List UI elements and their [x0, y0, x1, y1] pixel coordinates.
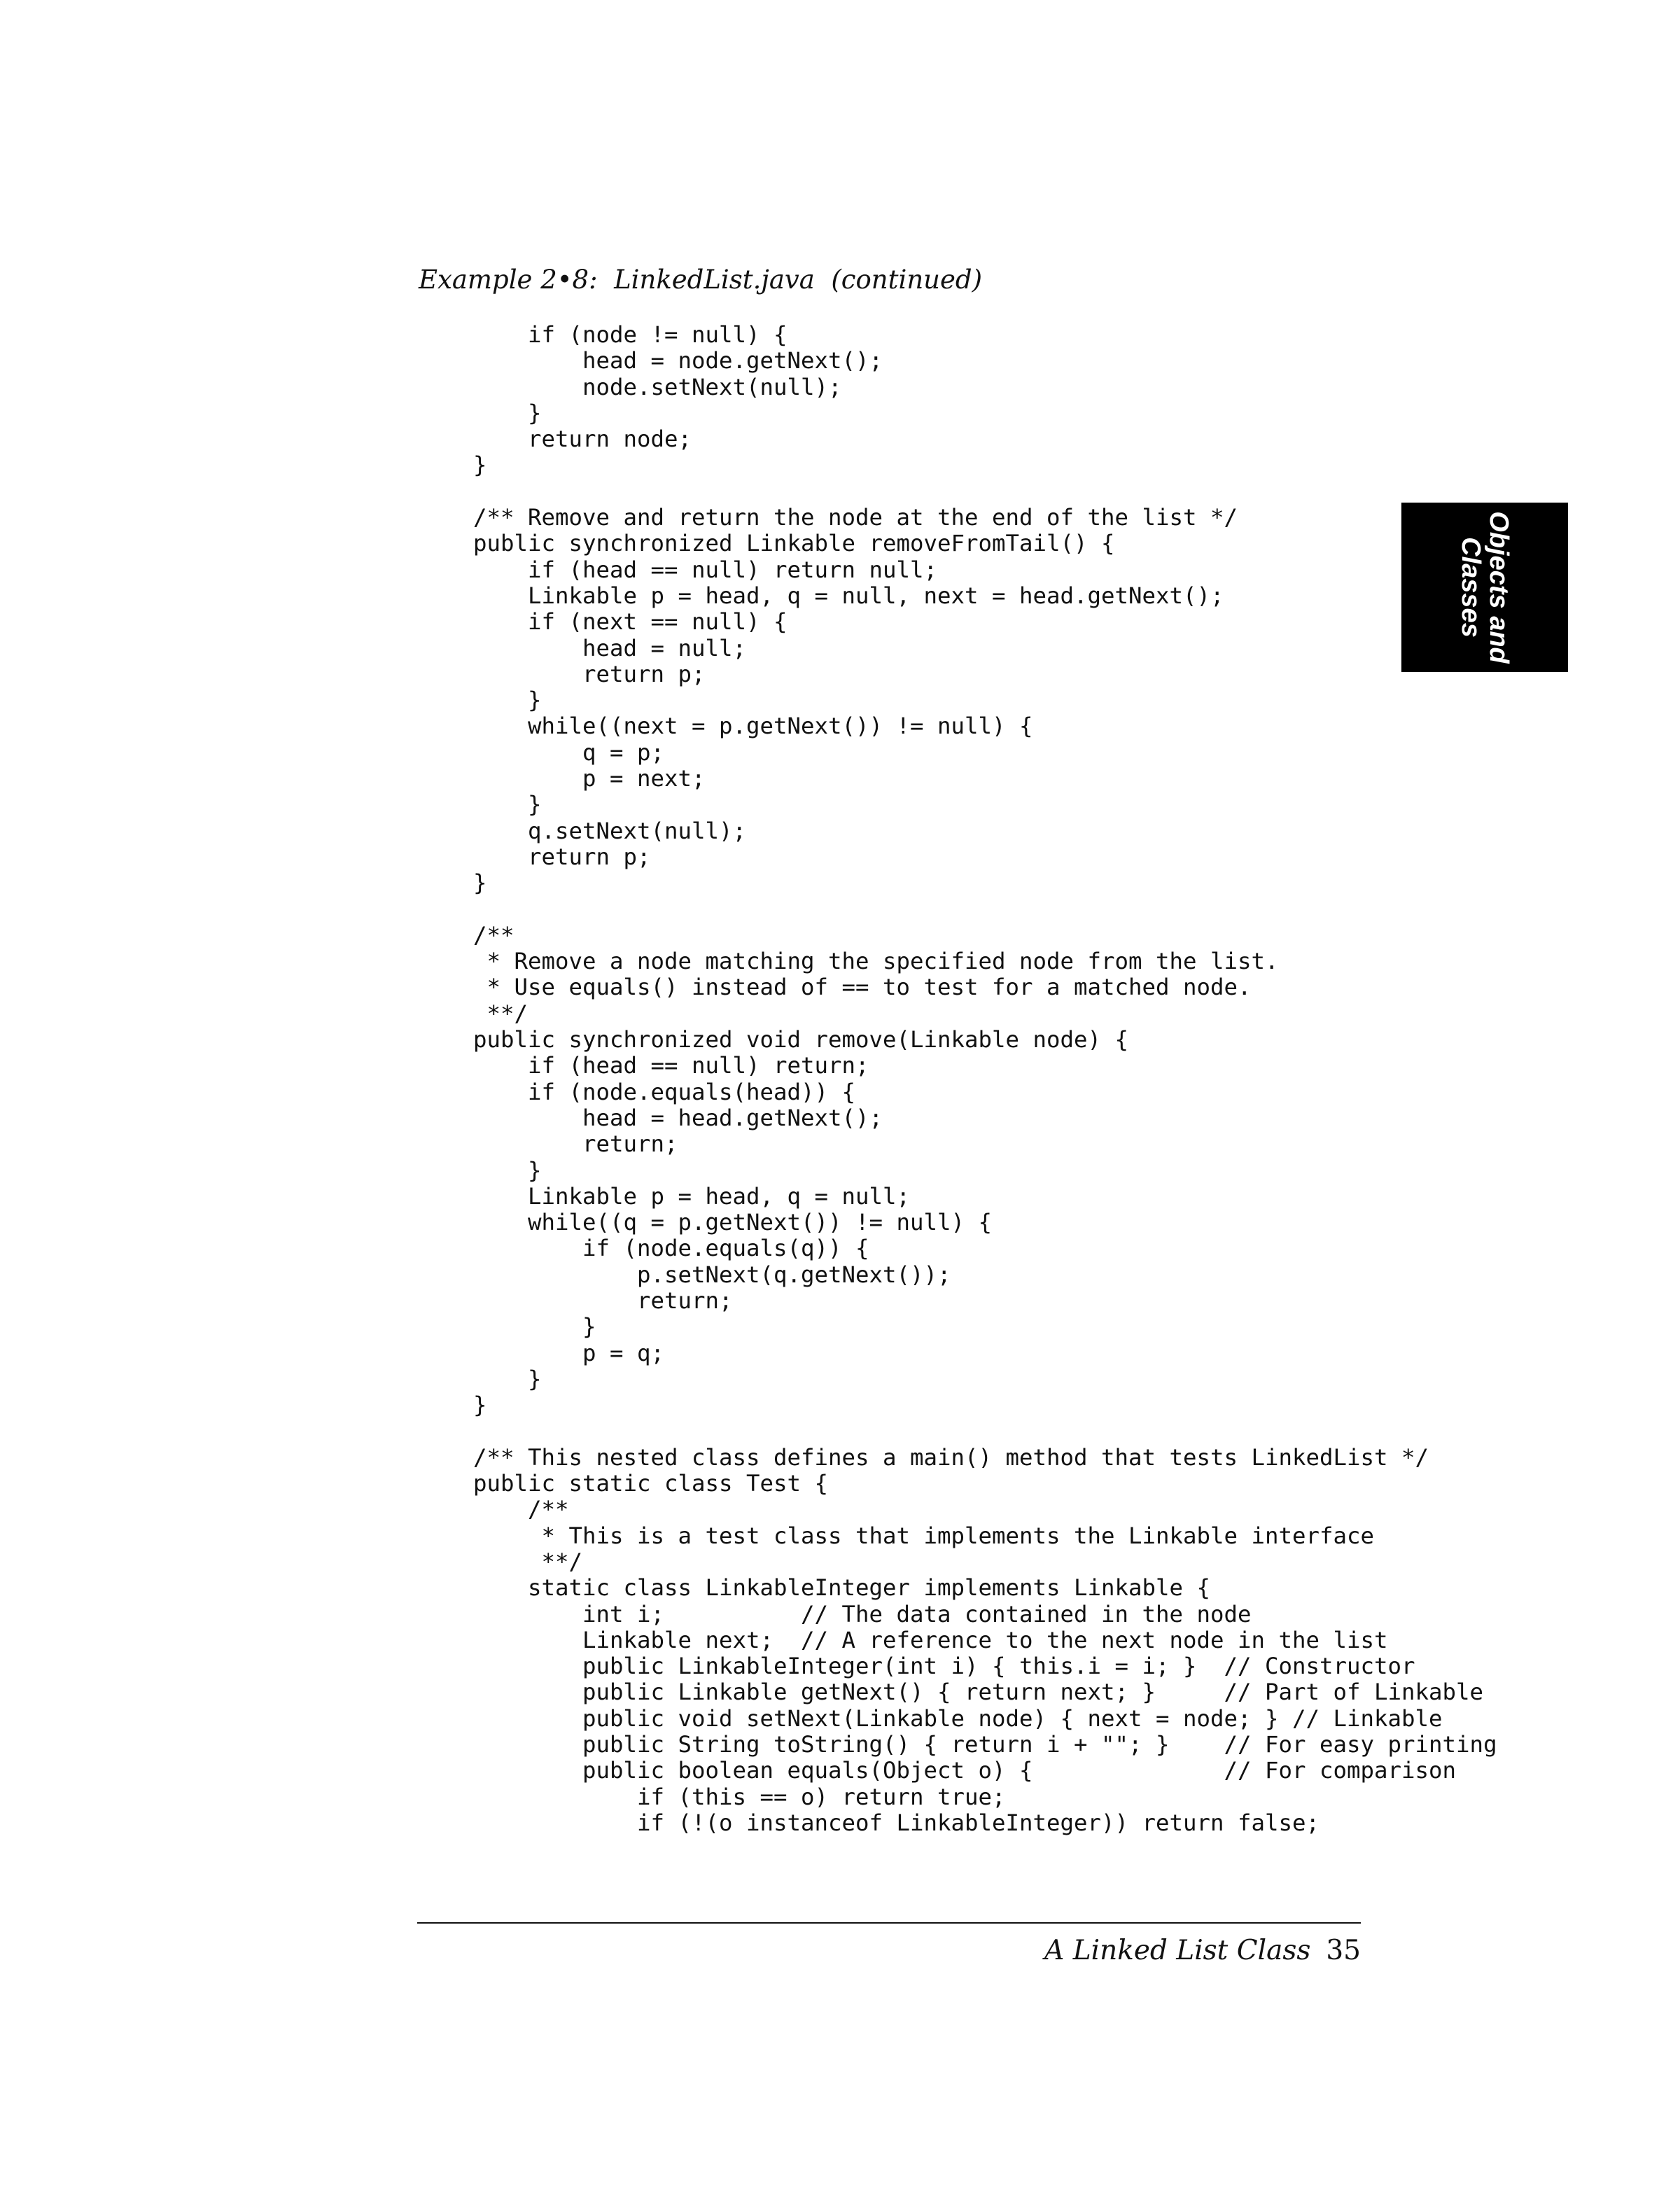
footer-rule [417, 1922, 1361, 1924]
thumb-tab-line-2: Classes [1456, 537, 1485, 638]
footer-section-title: A Linked List Class [1044, 1935, 1311, 1966]
thumb-tab-line-1: Objects and [1484, 511, 1513, 664]
code-listing: if (node != null) { head = node.getNext(); node.setNext(null); } return node; } /** Remove and return the node at the end of the list */ public synchronized Linkable removeFromTail() { if (head == null) return null; Linkable p = head, q = null, next = head.getNext(); if (next == null) { head = null; return p; } while((next = p.getNext()) != null) { q = p; p = next; } q.setNext(null); return p; } /** * Remove a node matching the specified node from the list. * Use equals() instead of == to test for a matched node. **/ public synchronized void remove(Linkable node) { if (head == null) return; if (node.equals(head)) { head = head.getNext(); return; } Linkable p = head, q = null; while((q = p.getNext()) != null) { if (node.equals(q)) { p.setNext(q.getNext()); return; } p = q; } } /** This nested class defines a main() method that tests LinkedList */ public static class Test { /** * This is a test class that implements the Linkable interface **/ static class LinkableInteger implements Linkable { int i; // The data contained in the node Linkable next; // A reference to the next node in the list public LinkableInteger(int i) { this.i = i; } // Constructor public Linkable getNext() { return next; } // Part of Linkable public void setNext(Linkable node) { next = node; } // Linkable public String toString() { return i + ""; } // For easy printing public boolean equals(Object o) { // For comparison if (this == o) return true; if (!(o instanceof LinkableInteger)) return false; [473, 321, 1497, 1836]
thumb-tab-label [1457, 503, 1513, 672]
page-footer [1044, 1935, 1361, 1967]
page-number: 35 [1326, 1935, 1361, 1966]
chapter-thumb-tab [1401, 503, 1568, 672]
example-caption: Example 2•8: LinkedList.java (continued) [419, 265, 983, 295]
